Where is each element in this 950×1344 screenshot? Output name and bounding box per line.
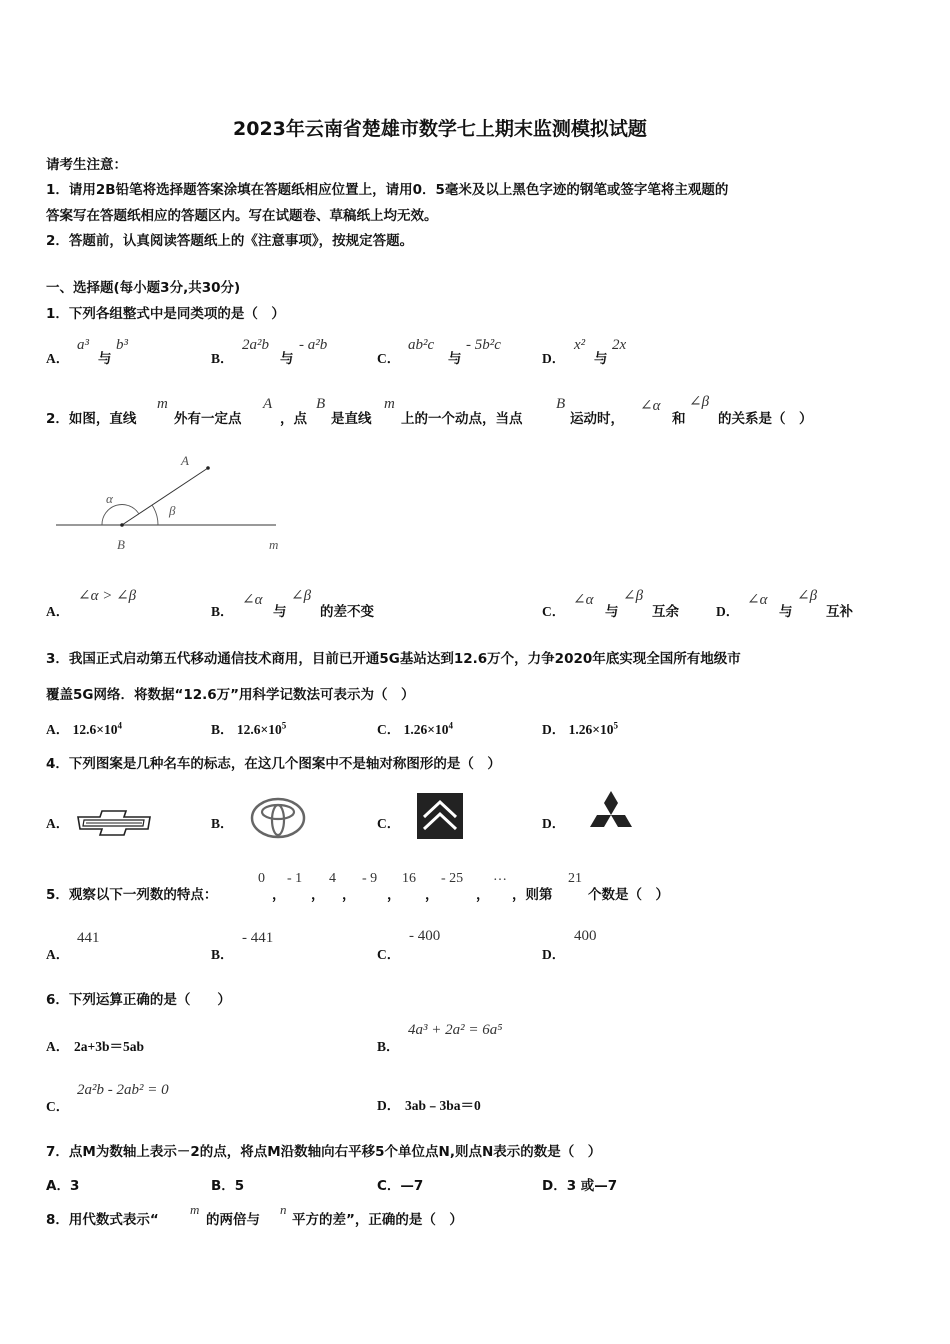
q5-opt-b-value: - 441 xyxy=(242,930,274,946)
q2-opt-c-sep: 与 xyxy=(605,604,619,620)
q6-stem: 6．下列运算正确的是（ ） xyxy=(46,992,231,1008)
q4-stem: 4．下列图案是几种名车的标志，在这几个图案中不是轴对称图形的是（ ） xyxy=(46,756,501,772)
q3-opt-a-label: A． xyxy=(46,722,70,737)
q3-opt-d-label: D． xyxy=(542,722,566,737)
q2-opt-b-label: B． xyxy=(211,604,234,619)
q3-opt-d-base: 1.26×10 xyxy=(568,722,614,737)
toyota-logo-icon xyxy=(250,796,306,840)
q2-opt-b-sep: 与 xyxy=(273,604,287,620)
q1-opt-b-label: B． xyxy=(211,351,234,366)
q2-opt-d-tail: 互补 xyxy=(826,604,853,620)
point-b-dot xyxy=(120,523,124,527)
q1-stem: 1．下列各组整式中是同类项的是（ ） xyxy=(46,306,285,322)
q2-opt-b-tail: 的差不变 xyxy=(320,604,374,620)
q2-stem-part2: 外有一定点 xyxy=(174,411,242,427)
q2-line-m: m xyxy=(157,396,168,412)
q2-point-a: A xyxy=(263,396,273,412)
q5-opt-b-label: B． xyxy=(211,947,234,962)
q5-opt-c-value: - 400 xyxy=(409,928,441,944)
q7-opt-b-label: B． xyxy=(211,1178,235,1194)
q8-stem-part3: 平方的差”，正确的是（ ） xyxy=(292,1212,463,1228)
segment-ba xyxy=(122,468,208,525)
q5-stem-part3: 个数是（ ） xyxy=(588,887,669,903)
q4-opt-b-label: B． xyxy=(211,816,234,831)
q3-opt-c-base: 1.26×10 xyxy=(403,722,449,737)
q3-opt-c-label: C． xyxy=(377,722,401,737)
q5-stem-part1: 5．观察以下一列数的特点： xyxy=(46,887,218,903)
q1-opt-d-expr2: 2x xyxy=(612,337,627,353)
q7-opt-a-text: 3 xyxy=(69,1178,80,1194)
q5-opt-d-label: D． xyxy=(542,947,566,962)
fig-label-a: A xyxy=(181,453,189,468)
q6-opt-d-label: D． xyxy=(377,1098,401,1113)
q2-point-b2: B xyxy=(556,396,566,412)
q2-line-m2: m xyxy=(384,396,395,412)
q5-seq-5: - 25 xyxy=(441,871,464,886)
q5-seq-3: - 9 xyxy=(362,871,378,886)
q1-opt-b-expr2: - a²b xyxy=(299,337,328,353)
q5-seq-0: 0 xyxy=(258,871,265,886)
q1-opt-b-sep: 与 xyxy=(280,351,294,367)
q2-opt-d-sep: 与 xyxy=(779,604,793,620)
q6-opt-c-expr: 2a²b - 2ab² = 0 xyxy=(77,1082,169,1098)
q3-opt-d-exp: 5 xyxy=(613,720,618,731)
q2-opt-c-expr1: ∠α xyxy=(573,592,594,608)
q5-comma-4: ， xyxy=(425,887,439,903)
q1-opt-a-expr2: b³ xyxy=(116,337,128,353)
q2-stem-part8: 的关系是（ ） xyxy=(718,411,813,427)
q2-opt-a-expr: ∠α > ∠β xyxy=(78,588,137,604)
q4-opt-a-label: A． xyxy=(46,816,70,831)
q7-opt-c-label: C． xyxy=(377,1178,401,1194)
q2-opt-a-label: A． xyxy=(46,604,70,619)
beta-arc xyxy=(152,505,158,525)
q5-opt-c-label: C． xyxy=(377,947,401,962)
q5-comma-0: ， xyxy=(272,887,286,903)
q1-opt-c-sep: 与 xyxy=(448,351,462,367)
q1-opt-c-expr1: ab²c xyxy=(408,337,435,353)
q7-stem: 7．点M为数轴上表示－2的点，将点M沿数轴向右平移5个单位点N,则点N表示的数是（ ） xyxy=(46,1144,602,1160)
q4-opt-c-label: C． xyxy=(377,816,401,831)
q1-opt-a-expr1: a³ xyxy=(77,337,89,353)
q5-n: 21 xyxy=(568,871,582,886)
fig-label-b: B xyxy=(117,537,125,552)
q3-opt-a-base: 12.6×10 xyxy=(72,722,118,737)
q2-opt-d-label: D． xyxy=(716,604,740,619)
q6-opt-a-text: 2a+3b＝5ab xyxy=(74,1039,144,1054)
q1-opt-c-expr2: - 5b²c xyxy=(466,337,501,353)
q2-angle-alpha: ∠α xyxy=(640,398,661,414)
q3-opt-c xyxy=(377,718,453,738)
q1-opt-a-sep: 与 xyxy=(98,351,112,367)
q7-opt-c-text: —7 xyxy=(400,1178,424,1194)
q2-opt-b-expr1: ∠α xyxy=(242,592,263,608)
q3-stem-line2: 覆盖5G网络．将数据“12.6万”用科学记数法可表示为（ ） xyxy=(46,687,415,703)
q1-opt-d-label: D． xyxy=(542,351,566,366)
q5-seq-1: - 1 xyxy=(287,871,303,886)
q5-comma-2: ， xyxy=(342,887,356,903)
q1-opt-d-expr1: x² xyxy=(574,337,586,353)
fig-label-beta: β xyxy=(169,503,176,518)
q3-opt-a xyxy=(46,718,122,738)
fig-label-alpha: α xyxy=(106,491,113,506)
notice-line2: 2．答题前，认真阅读答题纸上的《注意事项》，按规定答题。 xyxy=(46,233,414,249)
q7-opt-b-text: 5 xyxy=(234,1178,245,1194)
q1-opt-c-label: C． xyxy=(377,351,401,366)
q3-opt-c-exp: 4 xyxy=(448,720,453,731)
q7-opt-c xyxy=(377,1174,423,1194)
q5-seq-2: 4 xyxy=(329,871,336,886)
q5-opt-a-value: 441 xyxy=(77,930,100,946)
q3-stem-line1: 3．我国正式启动第五代移动通信技术商用，目前已开通5G基站达到12.6万个，力争2020年底实现全国所有地级市 xyxy=(46,651,741,667)
q6-opt-c-label: C． xyxy=(46,1099,70,1114)
q7-opt-d-text: 3 或—7 xyxy=(566,1178,618,1194)
q2-stem-part4: 是直线 xyxy=(331,411,372,427)
q8-m: m xyxy=(190,1202,200,1217)
q5-comma-1: ， xyxy=(311,887,325,903)
q2-stem-part1: 2．如图，直线 xyxy=(46,411,137,427)
q5-comma-5: ， xyxy=(476,887,490,903)
q7-opt-a-label: A． xyxy=(46,1178,70,1194)
q2-opt-c-expr2: ∠β xyxy=(623,588,644,604)
q1-opt-b-expr1: 2a²b xyxy=(242,337,269,353)
section-heading: 一、选择题(每小题3分,共30分) xyxy=(46,280,241,296)
q2-stem-part5: 上的一个动点，当点 xyxy=(401,411,523,427)
q3-opt-b xyxy=(211,718,286,738)
q2-opt-c-tail: 互余 xyxy=(652,604,679,620)
q6-opt-d-text: 3ab﹣3ba＝0 xyxy=(405,1098,481,1113)
q2-stem-part6: 运动时， xyxy=(570,411,624,427)
q2-point-b: B xyxy=(316,396,326,412)
q7-opt-d-label: D． xyxy=(542,1178,567,1194)
q8-stem-part1: 8．用代数式表示“ xyxy=(46,1212,159,1228)
q8-n: n xyxy=(280,1202,287,1217)
q6-opt-b-label: B． xyxy=(377,1039,400,1054)
q2-opt-b-expr2: ∠β xyxy=(291,588,312,604)
q2-stem-part7: 和 xyxy=(672,411,686,427)
q3-opt-b-label: B． xyxy=(211,722,234,737)
chevrolet-logo-icon xyxy=(76,809,152,837)
q2-opt-c-label: C． xyxy=(542,604,566,619)
q2-opt-d-expr2: ∠β xyxy=(797,588,818,604)
page-title: 2023年云南省楚雄市数学七上期末监测模拟试题 xyxy=(233,118,647,140)
q7-opt-b xyxy=(211,1174,244,1194)
q7-opt-d xyxy=(542,1174,617,1194)
notice-line1: 1．请用2B铅笔将选择题答案涂填在答题纸相应位置上，请用0．5毫米及以上黑色字迹的钢笔或签字笔将主观题的 xyxy=(46,182,729,198)
q2-stem-part3: ，点 xyxy=(280,411,307,427)
q4-opt-d-label: D． xyxy=(542,816,566,831)
fig-label-m: m xyxy=(269,537,279,552)
q5-stem-part2: ，则第 xyxy=(512,887,553,903)
point-a-dot xyxy=(206,466,210,470)
q3-opt-b-exp: 5 xyxy=(281,720,287,731)
q5-opt-a-label: A． xyxy=(46,947,70,962)
q6-opt-b-expr: 4a³ + 2a² = 6a⁵ xyxy=(408,1022,503,1038)
notice-heading: 请考生注意： xyxy=(46,157,127,173)
q7-opt-a xyxy=(46,1174,79,1194)
q2-figure xyxy=(50,448,290,558)
q5-comma-3: ， xyxy=(387,887,401,903)
q5-opt-d-value: 400 xyxy=(574,928,597,944)
q1-opt-a-label: A． xyxy=(46,351,70,366)
q6-opt-a-label: A． xyxy=(46,1039,70,1054)
q1-opt-d-sep: 与 xyxy=(594,351,608,367)
citroen-logo-icon xyxy=(417,793,463,839)
q8-stem-part2: 的两倍与 xyxy=(206,1212,260,1228)
notice-line1b: 答案写在答题纸相应的答题区内。写在试题卷、草稿纸上均无效。 xyxy=(46,208,438,224)
mitsubishi-logo-icon xyxy=(582,789,640,839)
q3-opt-b-base: 12.6×10 xyxy=(236,722,282,737)
q3-opt-d xyxy=(542,718,618,738)
q5-seq-4: 16 xyxy=(402,871,416,886)
q3-opt-a-exp: 4 xyxy=(117,720,122,731)
alpha-arc xyxy=(102,505,139,525)
q2-opt-d-expr1: ∠α xyxy=(747,592,768,608)
q5-seq-6: … xyxy=(493,869,507,884)
q2-angle-beta: ∠β xyxy=(689,394,710,410)
